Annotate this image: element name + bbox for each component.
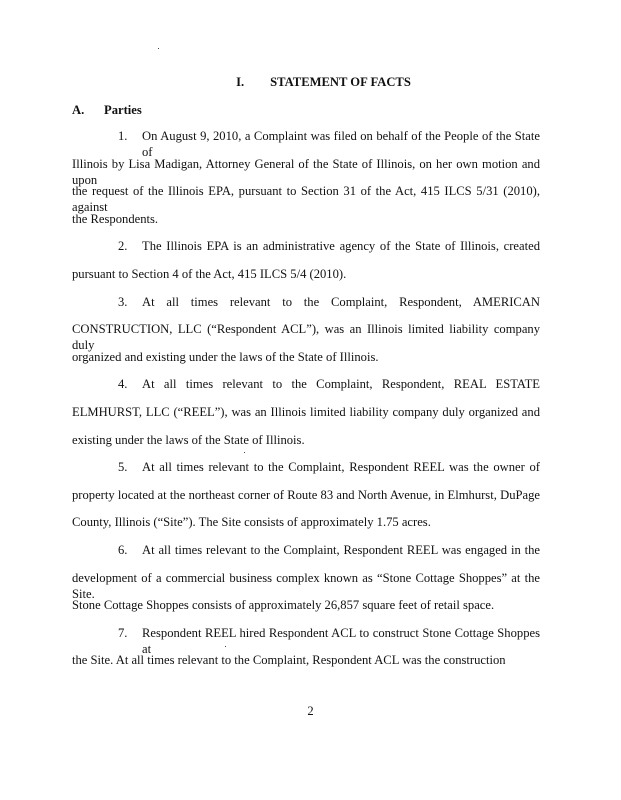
paragraph-2-line: [72, 266, 540, 282]
paragraph-number: 7.: [118, 626, 128, 640]
paragraph-7-line: [72, 652, 540, 668]
subsection-title: Parties: [104, 103, 142, 117]
paragraph-5-line: [72, 459, 540, 475]
subsection-letter: A.: [72, 103, 85, 117]
paragraph-4-line: [72, 404, 540, 420]
section-heading: [0, 75, 621, 90]
scan-speck: [158, 48, 159, 49]
line-text: property located at the northeast corner of Route 83 and North Avenue, in Elmhurst, DuPage: [72, 488, 540, 502]
scan-speck: [244, 452, 245, 453]
line-text: At all times relevant to the Complaint, Respondent, AMERICAN: [142, 295, 540, 309]
heading-number: I.: [236, 75, 245, 89]
scan-speck: [225, 646, 226, 647]
paragraph-1-line: [72, 211, 540, 227]
line-text: the Site. At all times relevant to the Complaint, Respondent ACL was the construction: [72, 653, 506, 667]
line-text: existing under the laws of the State of Illinois.: [72, 433, 305, 447]
paragraph-number: 1.: [118, 129, 128, 143]
heading-title: STATEMENT OF FACTS: [270, 75, 411, 89]
line-text: Respondent REEL hired Respondent ACL to construct Stone Cottage Shoppes at: [142, 626, 540, 656]
paragraph-number: 5.: [118, 460, 128, 474]
paragraph-5-line: [72, 514, 540, 530]
paragraph-5-line: [72, 487, 540, 503]
paragraph-2-line: [72, 238, 540, 254]
line-text: organized and existing under the laws of the State of Illinois.: [72, 350, 379, 364]
line-text: the request of the Illinois EPA, pursuant to Section 31 of the Act, 415 ILCS 5/31 (2010), against: [72, 184, 540, 214]
paragraph-number: 6.: [118, 543, 128, 557]
line-text: Stone Cottage Shoppes consists of approximately 26,857 square feet of retail space.: [72, 598, 495, 612]
paragraph-4-line: [72, 432, 540, 448]
line-text: At all times relevant to the Complaint, Respondent REEL was engaged in the: [142, 543, 540, 557]
line-text: At all times relevant to the Complaint, Respondent REEL was the owner of: [142, 460, 540, 474]
line-text: The Illinois EPA is an administrative agency of the State of Illinois, created: [142, 239, 540, 253]
line-text: CONSTRUCTION, LLC (“Respondent ACL”), was an Illinois limited liability company duly: [72, 322, 540, 352]
subsection-heading: [72, 103, 142, 118]
paragraph-6-line: [72, 542, 540, 558]
paragraph-6-line: [72, 597, 540, 613]
line-text: development of a commercial business complex known as “Stone Cottage Shoppes” at the Site.: [72, 571, 540, 601]
paragraph-number: 4.: [118, 377, 128, 391]
paragraph-number: 2.: [118, 239, 128, 253]
line-text: ELMHURST, LLC (“REEL”), was an Illinois limited liability company duly organized and: [72, 405, 540, 419]
page-number: 2: [307, 704, 314, 718]
line-text: Illinois by Lisa Madigan, Attorney General of the State of Illinois, on her own motion and upon: [72, 157, 540, 187]
line-text: pursuant to Section 4 of the Act, 415 ILCS 5/4 (2010).: [72, 267, 347, 281]
line-text: On August 9, 2010, a Complaint was filed on behalf of the People of the State of: [142, 129, 540, 159]
paragraph-4-line: [72, 376, 540, 392]
paragraph-3-line: [72, 294, 540, 310]
paragraph-number: 3.: [118, 295, 128, 309]
line-text: the Respondents.: [72, 212, 159, 226]
paragraph-3-line: [72, 349, 540, 365]
line-text: At all times relevant to the Complaint, Respondent, REAL ESTATE: [142, 377, 540, 391]
line-text: County, Illinois (“Site”). The Site consists of approximately 1.75 acres.: [72, 515, 431, 529]
